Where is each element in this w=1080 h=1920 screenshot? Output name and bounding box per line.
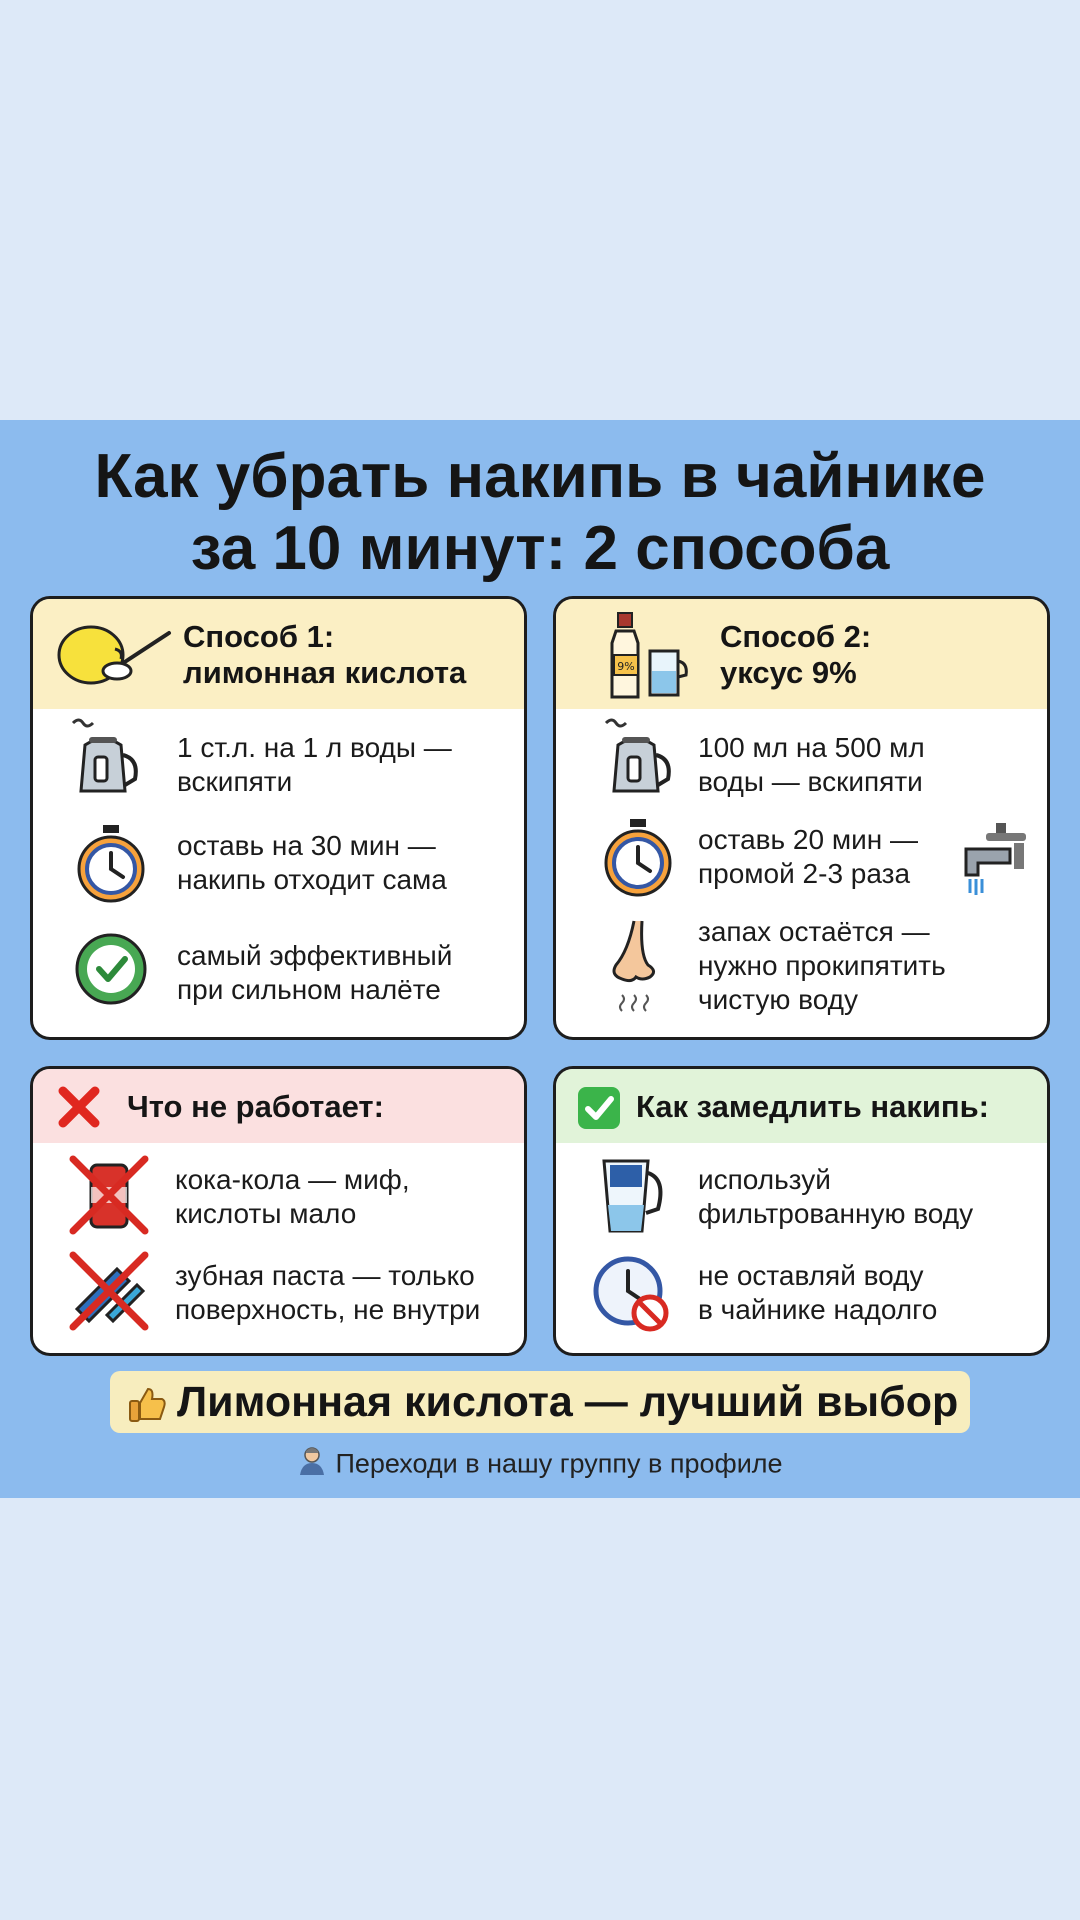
- red-cross-icon: [57, 1085, 101, 1134]
- slow-down-item-1-line-2: фильтрованную воду: [698, 1198, 974, 1229]
- clock-prohibited-icon: [592, 1255, 672, 1340]
- not-working-card: [30, 1066, 527, 1356]
- vinegar-label: 9%: [617, 660, 635, 673]
- slow-down-card: [553, 1066, 1050, 1356]
- kettle-icon: [63, 715, 145, 802]
- title-line-1: Как убрать накипь в чайнике: [94, 442, 986, 511]
- lemon-spoon-icon: [51, 613, 179, 700]
- crossed-cola-icon: [67, 1153, 151, 1242]
- infographic-panel: [0, 420, 1080, 1498]
- title-line-2: за 10 минут: 2 способа: [190, 514, 890, 583]
- not-working-item-1-line-1: кока-кола — миф,: [175, 1164, 410, 1195]
- method-1-heading-line-1: Способ 1:: [183, 619, 335, 654]
- not-working-item-2-line-1: зубная паста — только: [175, 1260, 475, 1291]
- method-1-card: [30, 596, 527, 1040]
- slow-down-heading: Как замедлить накипь:: [636, 1089, 990, 1124]
- cta-banner: [110, 1371, 970, 1433]
- thumbs-up-icon: [126, 1383, 166, 1428]
- faucet-icon: [956, 819, 1030, 904]
- not-working-item-2-line-2: поверхность, не внутри: [175, 1294, 481, 1325]
- method-2-step-1-line-1: 100 мл на 500 мл: [698, 732, 925, 763]
- method-2-step-3-line-3: чистую воду: [698, 984, 859, 1015]
- method-2-heading-line-1: Способ 2:: [720, 619, 872, 654]
- method-2-card: [553, 596, 1050, 1040]
- method-2-step-1-line-2: воды — вскипяти: [698, 766, 923, 797]
- stopwatch-icon: [73, 823, 149, 908]
- method-2-step-2-line-1: оставь 20 мин —: [698, 824, 918, 855]
- cta-text: Лимонная кислота — лучший выбор: [177, 1378, 959, 1426]
- slow-down-header: [556, 1069, 1047, 1143]
- person-icon: [297, 1445, 327, 1482]
- method-2-header: [556, 599, 1047, 709]
- method-1-step-2-line-1: оставь на 30 мин —: [177, 830, 436, 861]
- method-2-step-2-line-2: промой 2-3 раза: [698, 858, 911, 889]
- not-working-header: [33, 1069, 524, 1143]
- slow-down-item-2-line-1: не оставляй воду: [698, 1260, 924, 1291]
- method-1-step-2-line-2: накипь отходит сама: [177, 864, 447, 895]
- method-2-step-3-line-1: запах остаётся —: [698, 916, 930, 947]
- slow-down-item-1-line-1: используй: [698, 1164, 831, 1195]
- method-1-header: [33, 599, 524, 709]
- footer-text: Переходи в нашу группу в профиле: [335, 1448, 783, 1479]
- crossed-toothpaste-icon: [67, 1249, 151, 1338]
- method-1-step-3-line-1: самый эффективный: [177, 940, 453, 971]
- stopwatch-icon: [600, 817, 676, 902]
- checkmark-badge-icon: [71, 929, 151, 1014]
- method-1-heading-line-2: лимонная кислота: [183, 655, 467, 690]
- not-working-heading: Что не работает:: [127, 1089, 384, 1124]
- slow-down-item-2-line-2: в чайнике надолго: [698, 1294, 938, 1325]
- kettle-icon: [596, 715, 678, 802]
- method-1-step-1-line-1: 1 ст.л. на 1 л воды —: [177, 732, 452, 763]
- nose-icon: [604, 917, 670, 1018]
- method-1-step-1-line-2: вскипяти: [177, 766, 293, 797]
- not-working-item-1-line-2: кислоты мало: [175, 1198, 357, 1229]
- method-1-step-3-line-2: при сильном налёте: [177, 974, 441, 1005]
- footer-link[interactable]: [0, 1445, 1080, 1482]
- green-check-icon: [576, 1085, 622, 1136]
- vinegar-bottle-icon: [604, 609, 694, 706]
- method-2-heading-line-2: уксус 9%: [720, 655, 857, 690]
- method-2-step-3-line-2: нужно прокипятить: [698, 950, 946, 981]
- filter-jug-icon: [592, 1153, 672, 1242]
